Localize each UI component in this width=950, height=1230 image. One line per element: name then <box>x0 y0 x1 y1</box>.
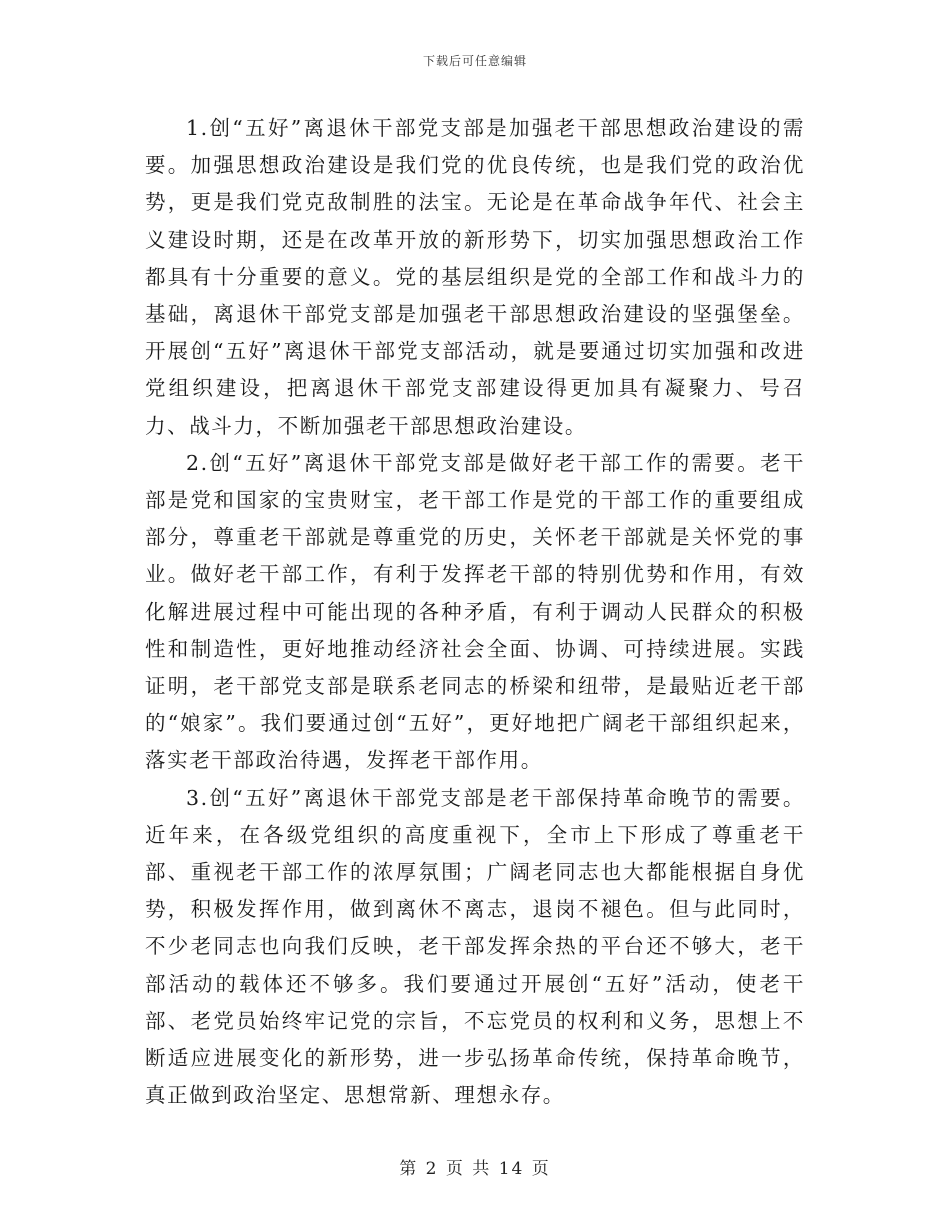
page-number-footer: 第 2 页 共 14 页 <box>399 1159 551 1179</box>
document-body <box>145 110 805 1114</box>
paragraph-3: 3.创“五好”离退休干部党支部是老干部保持革命晚节的需要。近年来，在各级党组织的高度重视下，全市上下形成了尊重老干部、重视老干部工作的浓厚氛围；广阔老同志也大都能根据自身优势，积极发挥作用，做到离休不离志，退岗不褪色。但与此同时，不少老同志也向我们反映，老干部发挥余热的平台还不够大，老干部活动的载体还不够多。我们要通过开展创“五好”活动，使老干部、老党员始终牢记党的宗旨，不忘党员的权利和义务，思想上不断适应进展变化的新形势，进一步弘扬革命传统，保持革命晚节，真正做到政治坚定、思想常新、理想永存。 <box>145 785 805 1108</box>
paragraph-1: 1.创“五好”离退休干部党支部是加强老干部思想政治建设的需要。加强思想政治建设是我们党的优良传统，也是我们党的政治优势，更是我们党克敌制胜的法宝。无论是在革命战争年代、社会主义建设时期，还是在改革开放的新形势下，切实加强思想政治工作都具有十分重要的意义。党的基层组织是党的全部工作和战斗力的基础，离退休干部党支部是加强老干部思想政治建设的坚强堡垒。开展创“五好”离退休干部党支部活动，就是要通过切实加强和改进党组织建设，把离退休干部党支部建设得更加具有凝聚力、号召力、战斗力，不断加强老干部思想政治建设。 <box>145 116 805 438</box>
page-header: 下载后可任意编辑 <box>422 54 527 68</box>
paragraph-2: 2.创“五好”离退休干部党支部是做好老干部工作的需要。老干部是党和国家的宝贵财宝，老干部工作是党的干部工作的重要组成部分，尊重老干部就是尊重党的历史，关怀老干部就是关怀党的事业。做好老干部工作，有利于发挥老干部的特别优势和作用，有效化解进展过程中可能出现的各种矛盾，有利于调动人民群众的积极性和制造性，更好地推动经济社会全面、协调、可持续进展。实践证明，老干部党支部是联系老同志的桥梁和纽带，是最贴近老干部的“娘家”。我们要通过创“五好”，更好地把广阔老干部组织起来，落实老干部政治待遇，发挥老干部作用。 <box>145 450 805 773</box>
